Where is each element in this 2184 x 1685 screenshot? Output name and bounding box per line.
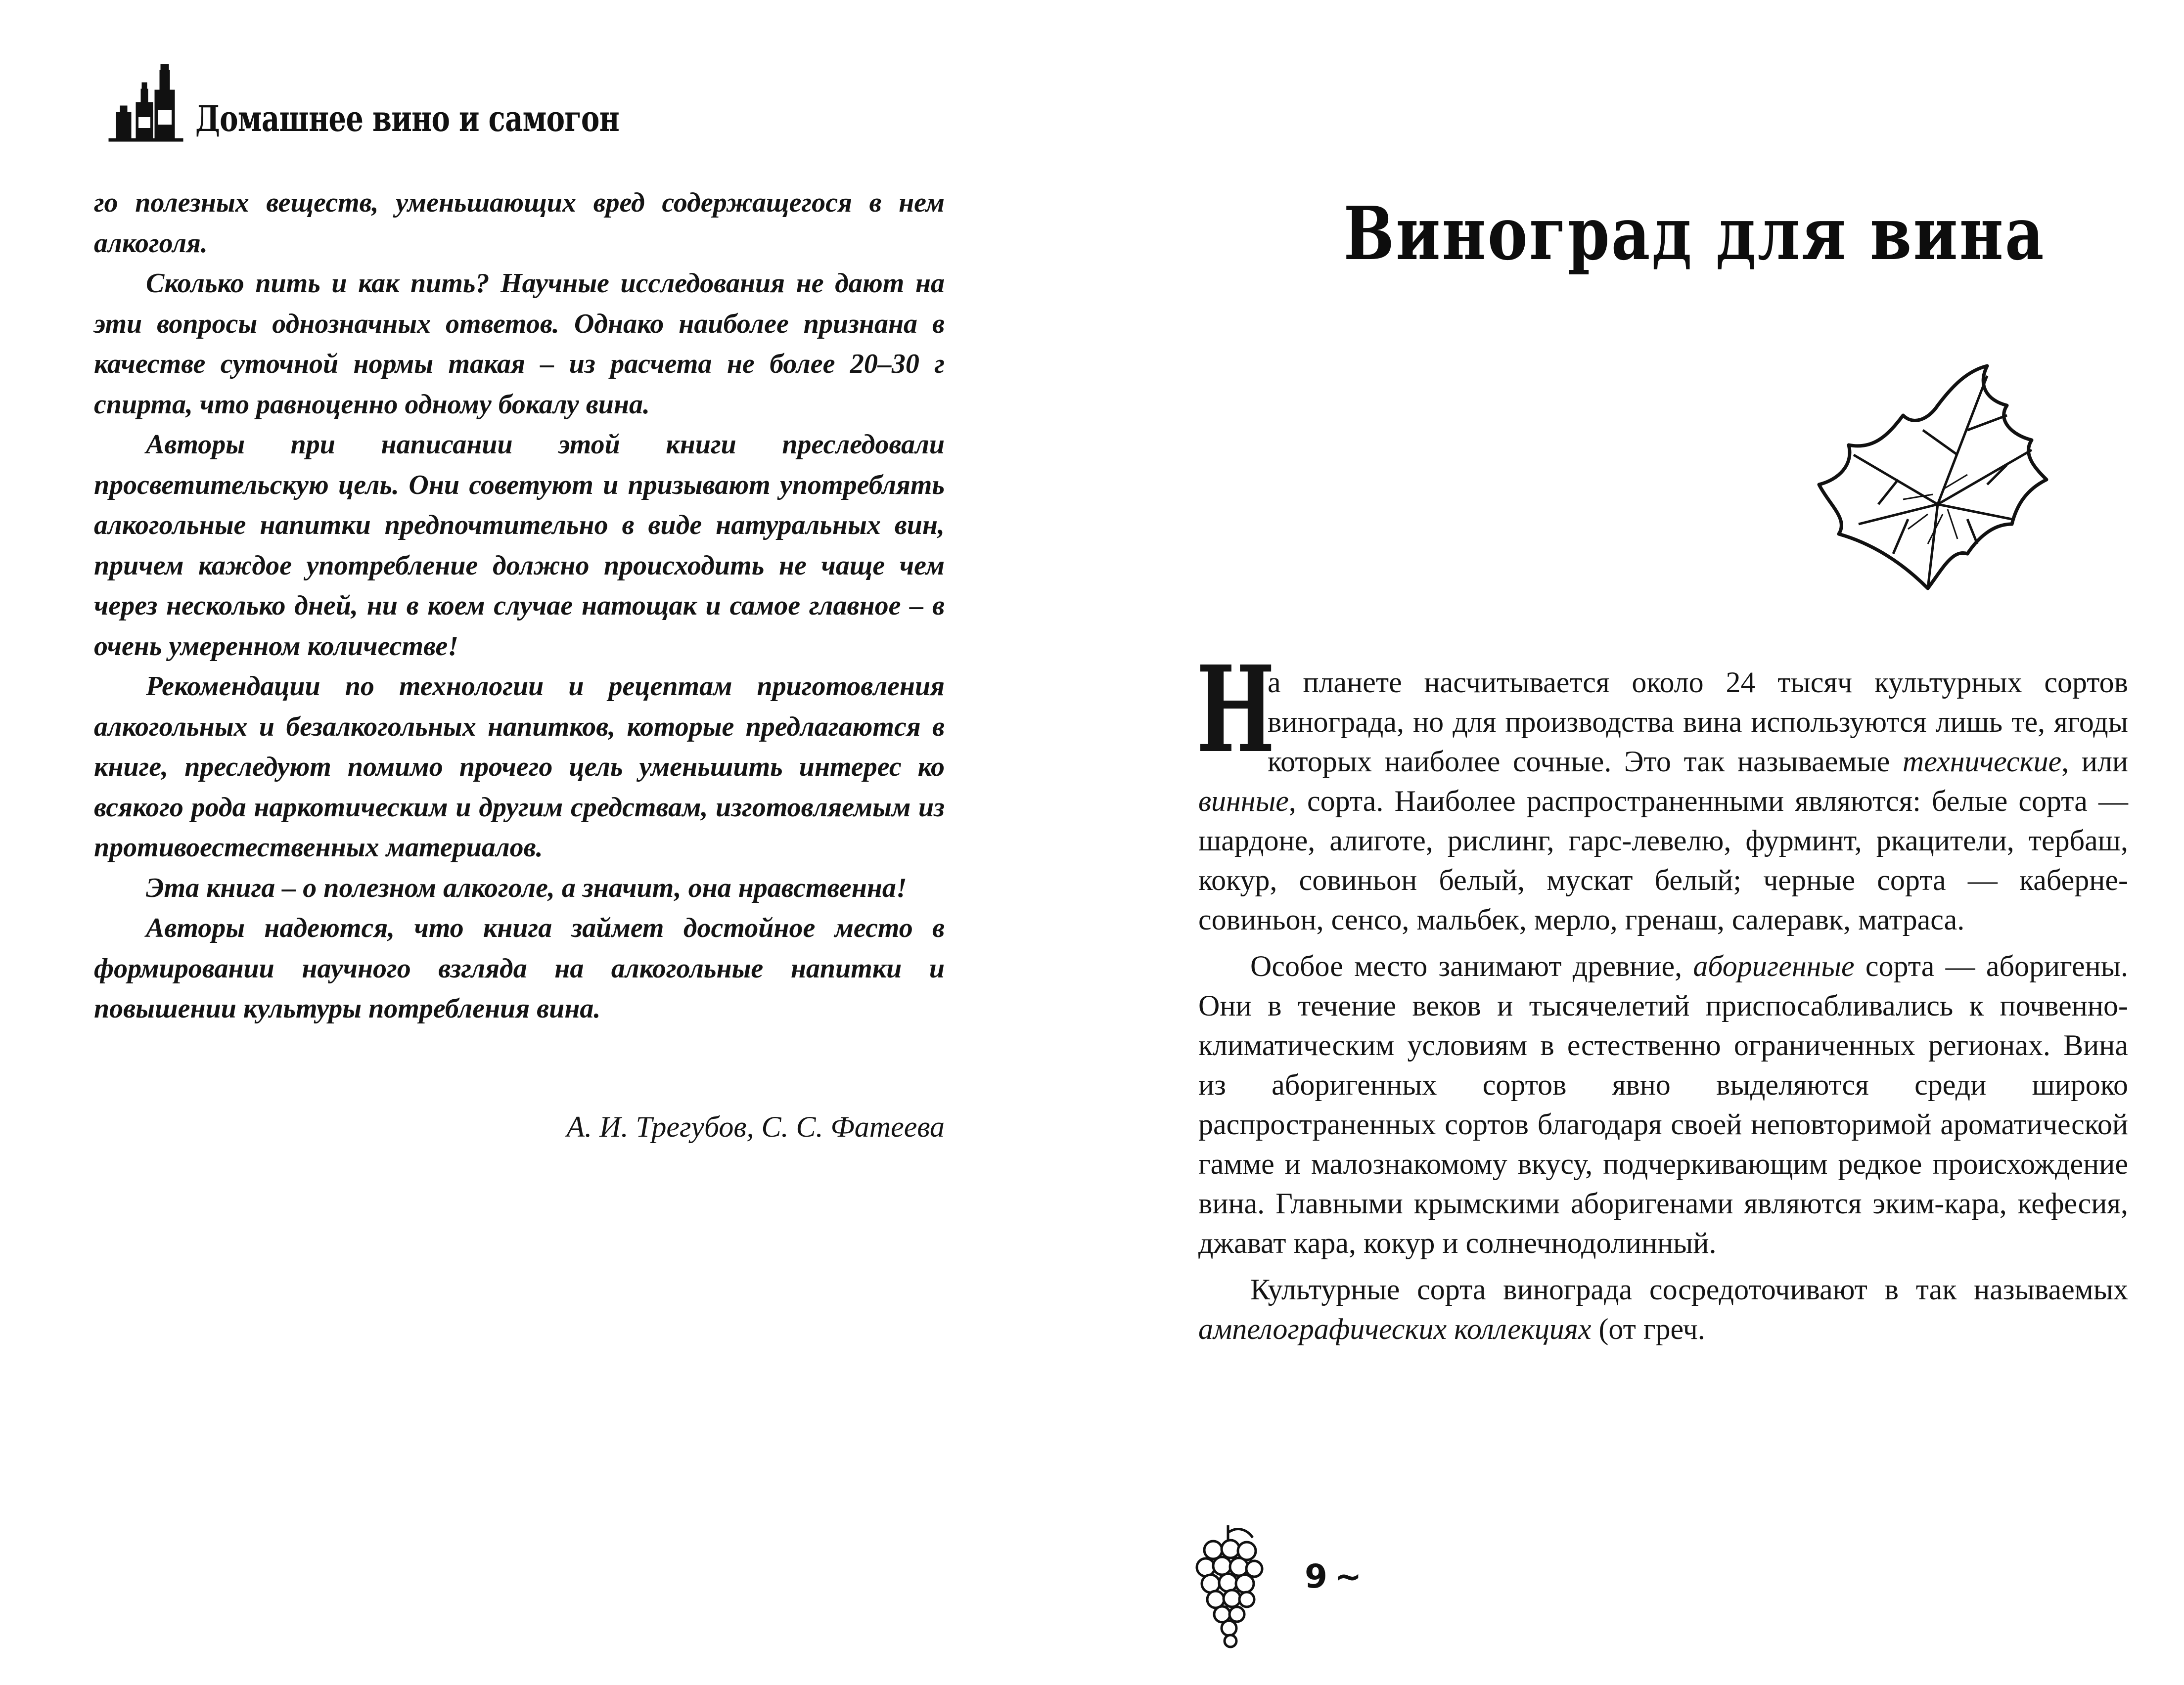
emphasis: аборигенные	[1693, 950, 1855, 982]
emphasis: ампелографических коллекциях	[1198, 1313, 1592, 1345]
paragraph: Эта книга – о полезном алкоголе, а значит, она нравственна!	[146, 872, 907, 903]
header-title: Домашнее вино и самогон	[195, 97, 619, 139]
text-run: , сорта. Наиболее распространенными являются: белые сорта — шардоне, алиготе, рислинг, гарс-левелю, фурминт, ркацители, тербаш, кокур, совиньон белый, мускат белый; черные сорта — каберне-совиньон, сенсо, мальбек, мерло, гренаш, салеравк, матраса.	[1198, 785, 2128, 936]
right-page-text	[1196, 640, 2128, 1349]
authors-signature: А. И. Трегубов, С. С. Фатеева	[566, 1110, 945, 1143]
page-number-ornament: ~	[1334, 1557, 1362, 1596]
page-number	[1305, 1557, 1362, 1596]
page-number-value: 9	[1305, 1557, 1327, 1596]
paragraph: Авторы надеются, что книга займет достойное место в формировании научного взгляда на алкогольные напитки и повышении культуры потребления вина.	[94, 913, 945, 1024]
paragraph	[1196, 640, 2128, 939]
grape-bunch-icon	[1183, 1520, 1273, 1649]
emphasis: технические	[1902, 745, 2062, 778]
left-page-text	[94, 183, 945, 1029]
text-run: , или	[2061, 745, 2128, 778]
emphasis: винные	[1198, 785, 1289, 817]
text-run: Культурные сорта винограда сосредоточивают в так называемых	[1250, 1273, 2128, 1306]
paragraph	[1198, 1270, 2128, 1349]
paragraph: Авторы при написании этой книги преследовали просветительскую цель. Они советуют и призывают употреблять алкогольные напитки предпочтительно в виде натуральных вин, причем каждое употребление должно происходить не чаще чем через несколько дней, ни в коем случае натощак и самое главное – в очень умеренном количестве!	[94, 429, 945, 662]
text-run: а планете насчитывается около 24 тысяч культурных сортов винограда, но для производства вина используются лишь те, ягоды которых наиболее сочные. Это так называемые	[1268, 666, 2128, 778]
drop-cap: Н	[1196, 640, 1275, 779]
text-run: сорта — аборигены. Они в течение веков и тысячелетий приспосабливались к почвенно-климатическим условиям в естественно ограниченных регионах. Вина из аборигенных сортов явно выделяются среди широко распространенных сортов благодаря своей неповторимой ароматической гамме и малознакомому вкусу, подчеркивающим редкое происхождение вина. Главными крымскими аборигенами являются эким-кара, кефесия, джават кара, кокур и солнечнодолинный.	[1198, 950, 2128, 1259]
running-header	[106, 60, 650, 144]
text-run: (от греч.	[1591, 1313, 1705, 1345]
text-run: Особое место занимают древние,	[1250, 950, 1693, 982]
chapter-title: Виноград для вина	[1343, 190, 2046, 276]
paragraph: го полезных веществ, уменьшающих вред содержащегося в нем алкоголя.	[94, 187, 945, 259]
right-page	[1092, 0, 2184, 1685]
paragraph: Рекомендации по технологии и рецептам приготовления алкогольных и безалкогольных напитков, которые предлагаются в книге, преследуют помимо прочего цель уменьшить интерес ко всякого рода наркотическим и другим средствам, изготовляемым из противоестественных материалов.	[94, 671, 945, 863]
grape-leaf-icon	[1779, 356, 2056, 603]
paragraph: Сколько пить и как пить? Научные исследования не дают на эти вопросы однозначных ответов. Однако наиболее признана в качестве суточной нормы такая – из расчета не более 20–30 г спирта, что равноценно одному бокалу вина.	[94, 268, 945, 420]
bottles-icon	[106, 60, 185, 144]
paragraph	[1198, 946, 2128, 1263]
